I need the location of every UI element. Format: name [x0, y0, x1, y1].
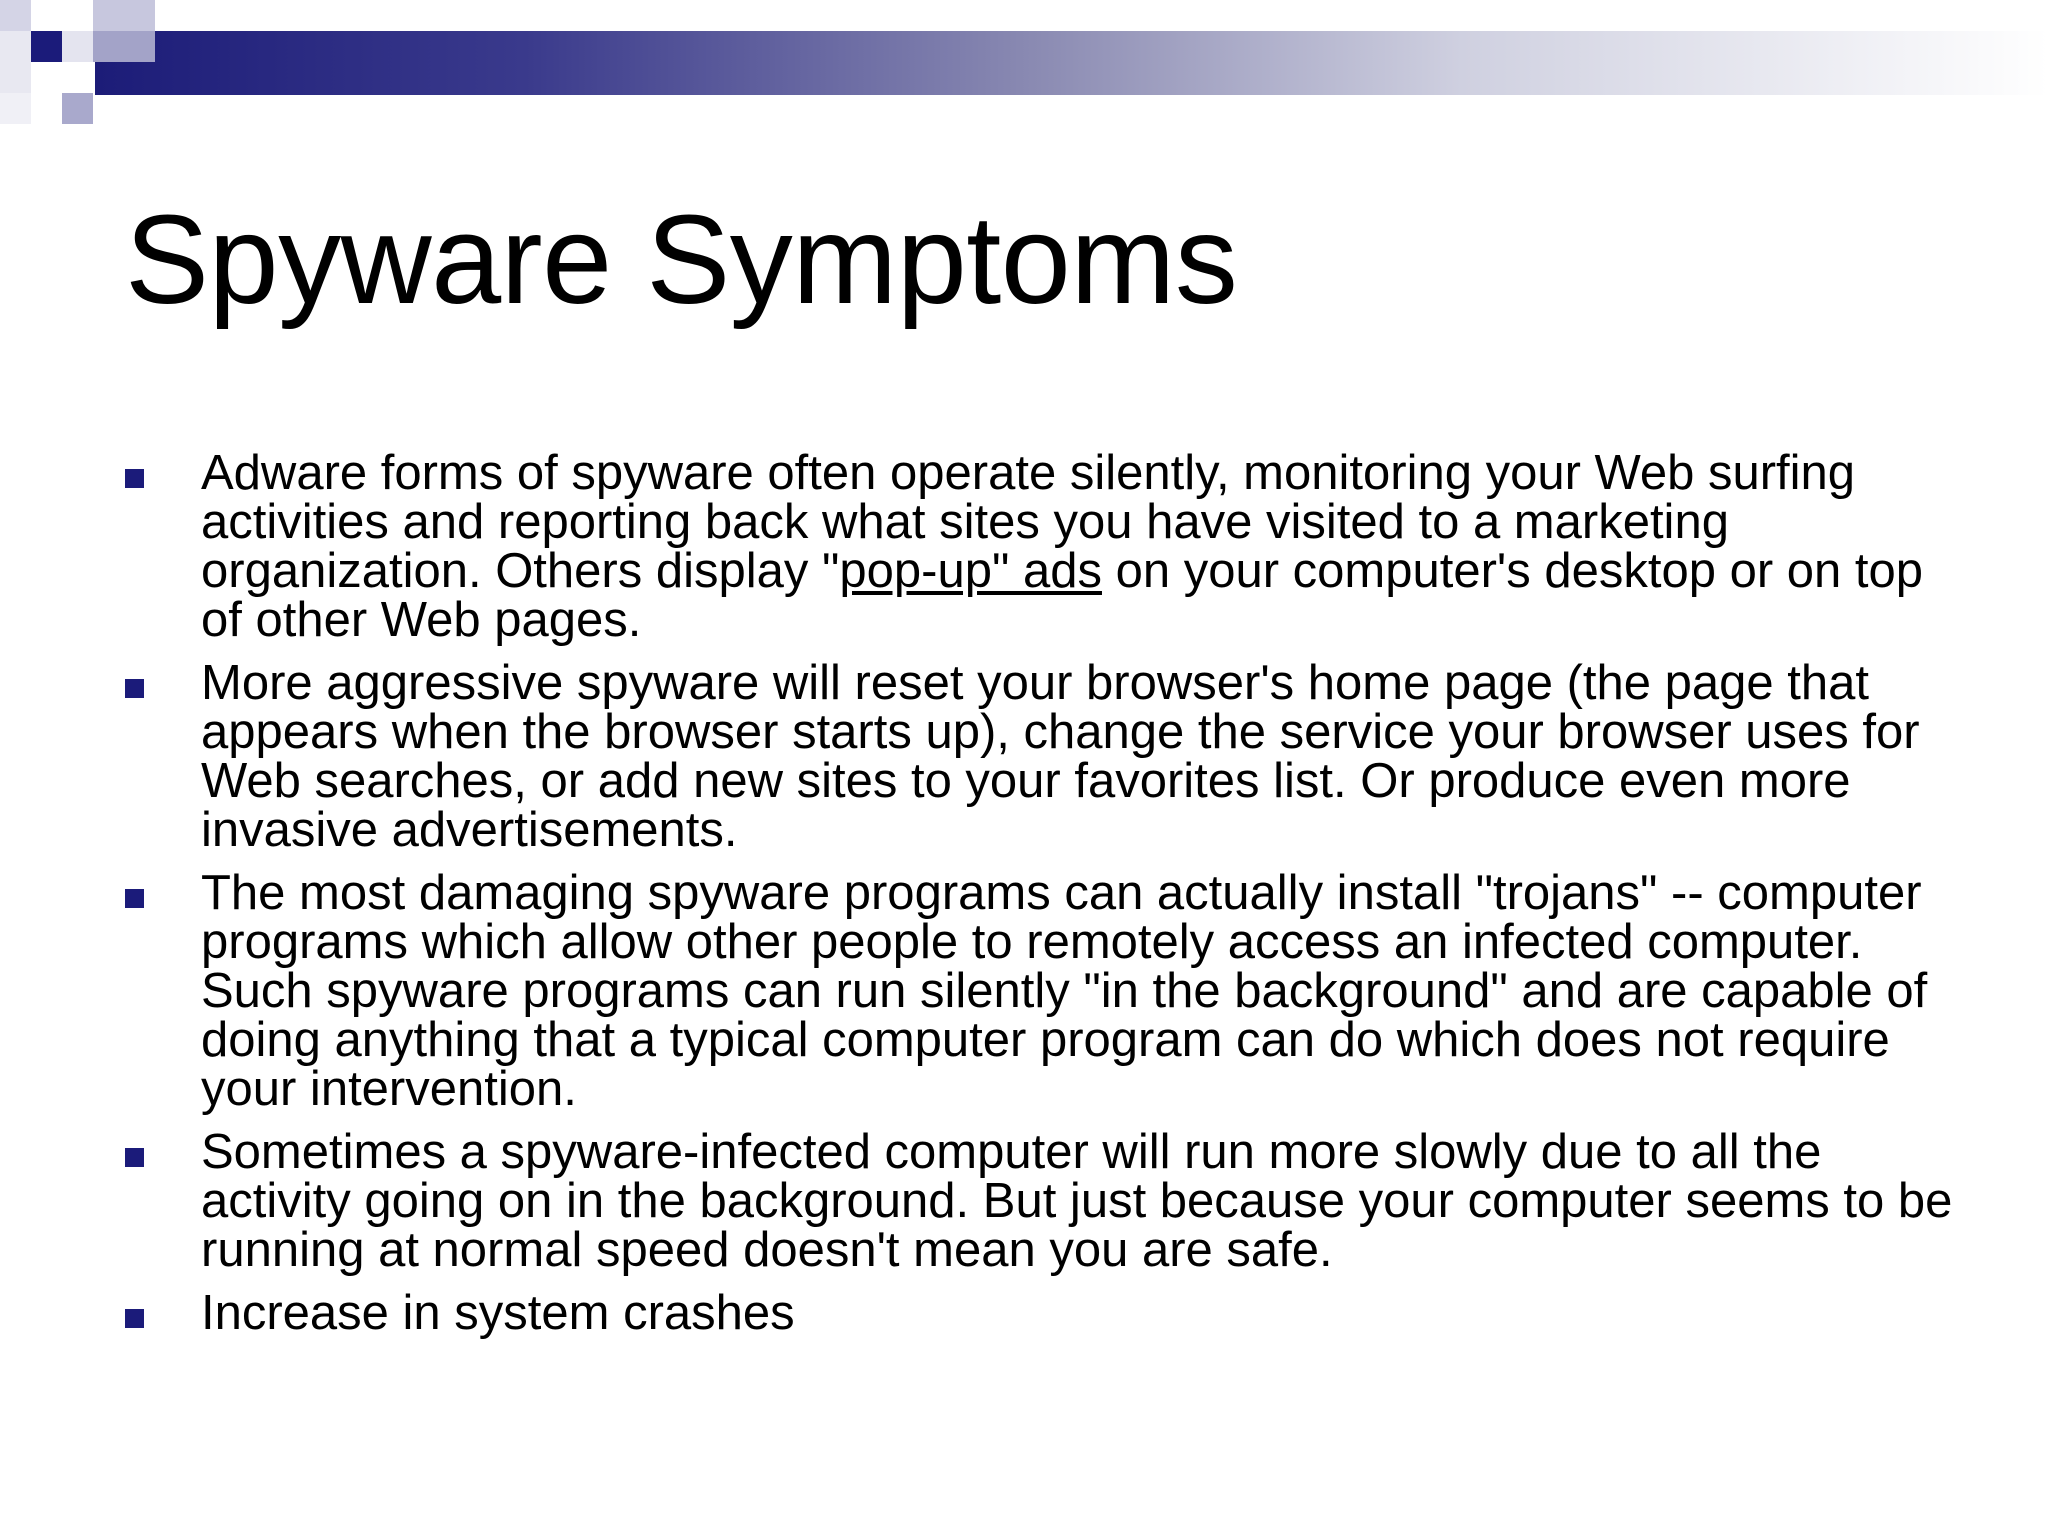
square-bullet-icon	[125, 889, 144, 908]
decorative-square	[0, 31, 31, 93]
bullet-item	[125, 656, 1955, 857]
decorative-square	[93, 31, 155, 62]
decorative-square	[0, 0, 31, 31]
bullet-text	[201, 446, 1923, 647]
decorative-square	[62, 31, 93, 62]
bullet-item	[125, 1286, 1955, 1340]
bullet-text: Sometimes a spyware-infected computer will run more slowly due to all the activity going on in the background. But just because your computer seems to be running at normal speed doesn't mean you are safe.	[201, 1125, 1953, 1277]
decorative-square	[93, 0, 155, 31]
header-gradient-band	[95, 31, 2048, 95]
popup-ads-link[interactable]: pop-up" ads	[839, 544, 1102, 598]
slide-title: Spyware Symptoms	[125, 189, 1238, 330]
square-bullet-icon	[125, 1148, 144, 1167]
bullet-item	[125, 446, 1955, 647]
decorative-square	[62, 93, 93, 124]
square-bullet-icon	[125, 1309, 144, 1328]
bullet-list	[125, 446, 1955, 1352]
bullet-text-part: on your computer's desktop or on top of other Web pages.	[201, 544, 1924, 647]
bullet-text: Increase in system crashes	[201, 1286, 795, 1340]
bullet-text: The most damaging spyware programs can actually install "trojans" -- computer programs which allow other people to remotely access an infected computer. Such spyware programs can run silently "in the background" and are capable of doing anything that a typical computer program can do which does not require your intervention.	[201, 866, 1928, 1116]
bullet-text: More aggressive spyware will reset your browser's home page (the page that appears when the browser starts up), change the service your browser uses for Web searches, or add new sites to your favorites list. Or produce even more invasive advertisements.	[201, 656, 1920, 857]
square-bullet-icon	[125, 679, 144, 698]
bullet-text-part: Adware forms of spyware often operate silently, monitoring your Web surfing activities and reporting back what sites you have visited to a marketing organization. Others display "	[201, 446, 1856, 598]
square-bullet-icon	[125, 469, 144, 488]
decorative-square	[31, 31, 62, 62]
bullet-item	[125, 866, 1955, 1116]
bullet-item	[125, 1125, 1955, 1277]
decorative-square	[0, 93, 31, 124]
